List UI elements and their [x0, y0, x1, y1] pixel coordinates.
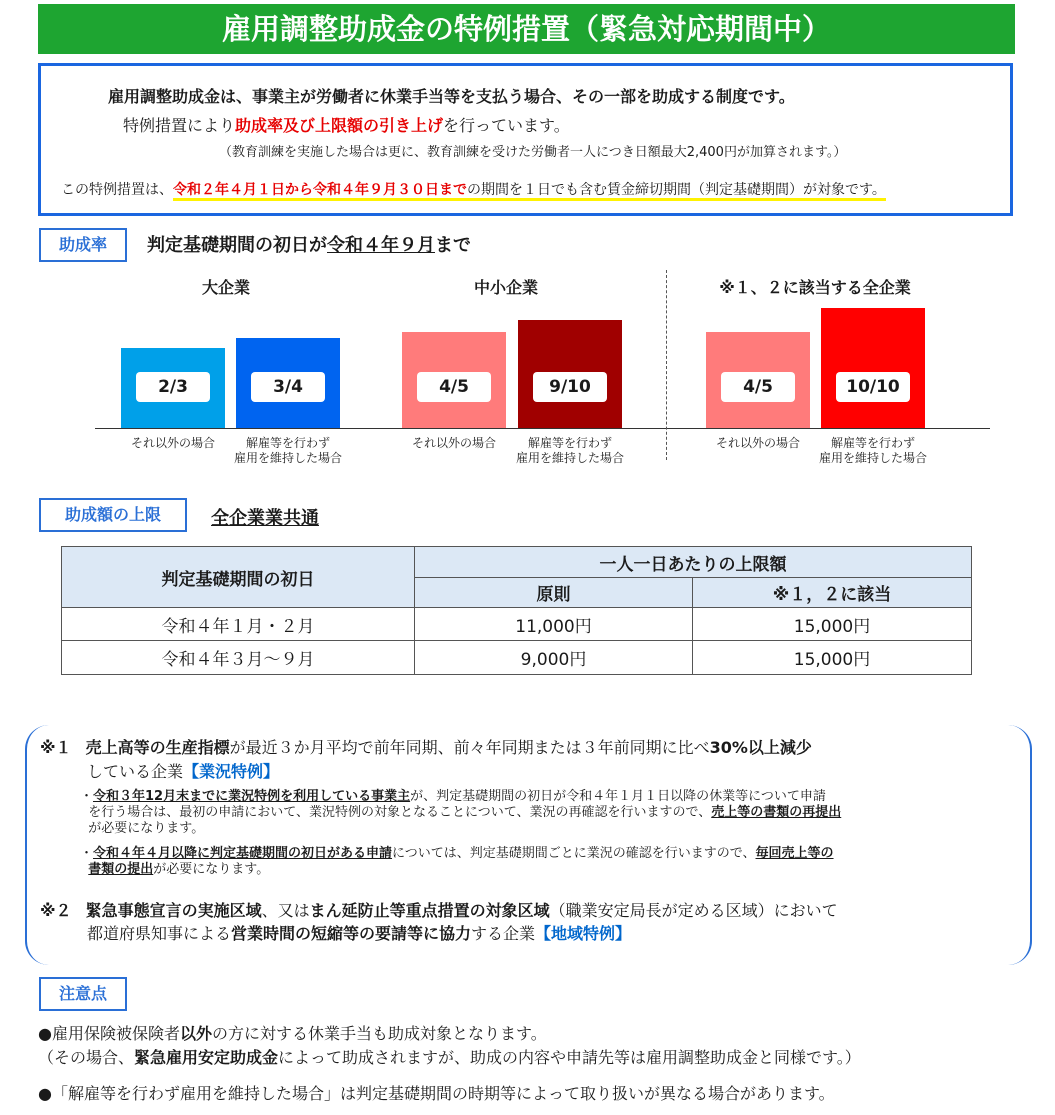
rate-heading-post: まで [435, 235, 471, 256]
bar-caption: 解雇等を行わず 雇用を維持した場合 [233, 436, 343, 465]
note1-line2 [87, 759, 279, 782]
note2-t4: する企業 [471, 924, 536, 943]
limit-table [61, 546, 972, 675]
note2-mark: ※２ [40, 901, 72, 920]
rate-label: 9/10 [533, 372, 607, 402]
note2-line1 [40, 898, 838, 921]
bar-caption: それ以外の場合 [130, 436, 216, 450]
rate-label: 10/10 [836, 372, 910, 402]
intro-line2 [123, 113, 570, 136]
group-name: ※１、２に該当する全企業 [719, 278, 911, 297]
col-principle-header: 原則 [415, 578, 693, 608]
note1-mark: ※１ [40, 738, 72, 757]
bullet2-ul2b: 書類の提出 [88, 862, 154, 877]
note1-bullet1: ・令和３年12月末までに業況特例を利用している事業主が、判定基礎期間の初日が令和４年１月１日以降の休業等について申請 を行う場合は、最初の申請において、業況特例の対象となることについて、業況の再確認を行いますので、売上等の書類の再提出 が必要になります。 [80, 789, 842, 836]
limit-heading: 全企業業共通 [211, 508, 319, 529]
bullet1-text3: が必要になります。 [88, 821, 205, 836]
intro-box [38, 63, 1013, 216]
intro-line3: （教育訓練を実施した場合は更に、教育訓練を受けた労働者一人につき日額最大2,400円が加算されます。） [219, 145, 847, 160]
intro-line1: 雇用調整助成金は、事業主が労働者に休業手当等を支払う場合、その一部を助成する制度です。 [108, 87, 795, 106]
bar-caption: 解雇等を行わず 雇用を維持した場合 [818, 436, 928, 465]
row-principle: 9,000円 [415, 641, 693, 675]
intro-line2-highlight: 助成率及び上限額の引き上げ [235, 116, 444, 135]
note2-bold3: 営業時間の短縮等の要請等に協力 [231, 924, 472, 943]
col-period-header: 判定基礎期間の初日 [62, 547, 415, 608]
group-name: 大企業 [201, 278, 251, 297]
page-title: 雇用調整助成金の特例措置（緊急対応期間中） [38, 4, 1015, 54]
intro-line2-post: を行っています。 [443, 116, 570, 135]
rate-label: 2/3 [136, 372, 210, 402]
intro-line4 [61, 179, 886, 199]
bullet1-ul2: 売上等の書類の再提出 [711, 805, 842, 820]
note2-t3: 都道府県知事による [87, 924, 232, 943]
bar-caption: それ以外の場合 [715, 436, 801, 450]
rate-label: 3/4 [251, 372, 325, 402]
rate-tag: 助成率 [39, 228, 127, 262]
row-period: 令和４年１月・２月 [62, 608, 415, 641]
note1-bold: 売上高等の生産指標 [85, 738, 230, 757]
caution2-post: によって助成されますが、助成の内容や申請先等は雇用調整助成金と同様です。） [278, 1048, 861, 1067]
caution-line2 [38, 1045, 861, 1068]
note2-bold2: まん延防止等重点措置の対象区域 [309, 901, 550, 920]
bar-caption: それ以外の場合 [411, 436, 497, 450]
intro-line4-highlight: 令和２年４月１日から令和４年９月３０日まで [173, 182, 467, 198]
table-row [62, 608, 972, 641]
caution2-bold: 緊急雇用安定助成金 [134, 1048, 279, 1067]
chart-divider [666, 270, 667, 460]
limit-tag: 助成額の上限 [39, 498, 187, 532]
intro-line2-pre: 特例措置により [123, 116, 236, 135]
row-principle: 11,000円 [415, 608, 693, 641]
note2-line2 [87, 921, 631, 944]
bullet2-ul2a: 毎回売上等の [755, 846, 834, 861]
caution2-pre: （その場合、 [38, 1048, 135, 1067]
caution-tag: 注意点 [39, 977, 127, 1011]
rate-chart [0, 265, 1055, 475]
note1-line2-text: している企業 [87, 762, 184, 781]
bullet2-text2: が必要になります。 [153, 862, 270, 877]
bullet2-text1: については、判定基礎期間ごとに業況の確認を行いますので、 [392, 846, 756, 861]
row-period: 令和４年３月～９月 [62, 641, 415, 675]
caution-line3: ●「解雇等を行わず雇用を維持した場合」は判定基礎期間の時期等によって取り扱いが異なる場合があります。 [38, 1084, 835, 1103]
rate-label: 4/5 [721, 372, 795, 402]
note1-text: が最近３か月平均で前年同期、前々年同期または３年前同期に比べ [229, 738, 710, 757]
bullet1-ul: 令和３年12月末までに業況特例を利用している事業主 [93, 789, 411, 804]
col-special-header: ※１，２に該当 [693, 578, 972, 608]
bar-caption: 解雇等を行わず 雇用を維持した場合 [515, 436, 625, 465]
caution1-post: の方に対する休業手当も助成対象となります。 [211, 1024, 547, 1043]
caution1-pre: ●雇用保険被保険者 [38, 1024, 180, 1043]
note1-line1 [40, 735, 812, 758]
rate-label: 4/5 [417, 372, 491, 402]
group-name: 中小企業 [473, 278, 539, 297]
note1-bullet2: ・令和４年４月以降に判定基礎期間の初日がある申請については、判定基礎期間ごとに業況の確認を行いますので、毎回売上等の 書類の提出が必要になります。 [80, 846, 834, 877]
note1-tag: 【業況特例】 [183, 762, 280, 781]
chart-baseline [95, 428, 990, 429]
rate-bar [821, 308, 925, 428]
note1-bold2: 30%以上減少 [709, 738, 812, 757]
intro-line4-pre: この特例措置は、 [61, 182, 173, 198]
row-special: 15,000円 [693, 641, 972, 675]
bullet1-text2: を行う場合は、最初の申請において、業況特例の対象となることについて、業況の再確認を行いますので、 [88, 805, 712, 820]
col-group-header: 一人一日あたりの上限額 [415, 547, 972, 578]
bullet2-ul: 令和４年４月以降に判定基礎期間の初日がある申請 [93, 846, 393, 861]
caution1-bold: 以外 [179, 1024, 212, 1043]
bullet1-text1: が、判定基礎期間の初日が令和４年１月１日以降の休業等について申請 [410, 789, 826, 804]
note2-tag: 【地域特例】 [535, 924, 632, 943]
note2-t1: 、又は [261, 901, 310, 920]
table-row [62, 641, 972, 675]
intro-line4-post: の期間を１日でも含む賃金締切期間（判定基礎期間）が対象です。 [467, 182, 886, 198]
note2-t2: （職業安定局長が定める区域）において [549, 901, 838, 920]
rate-heading-date: 令和４年９月 [327, 235, 435, 256]
caution-line1 [38, 1021, 547, 1044]
rate-heading [147, 231, 471, 257]
note2-bold1: 緊急事態宣言の実施区域 [85, 901, 262, 920]
row-special: 15,000円 [693, 608, 972, 641]
rate-heading-pre: 判定基礎期間の初日が [147, 235, 327, 256]
